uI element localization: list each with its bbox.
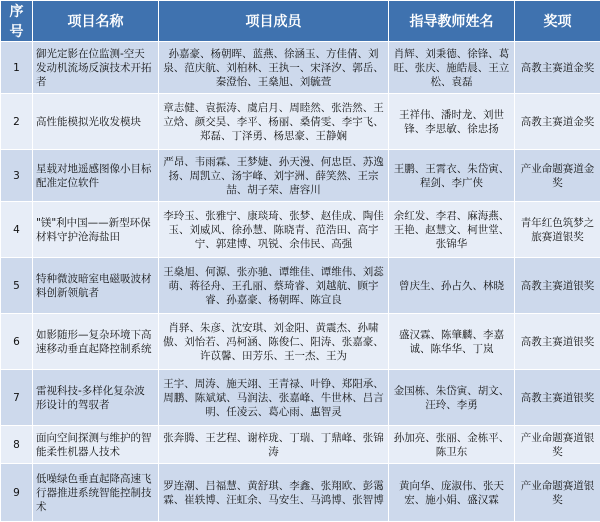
project-members: 罗连潮、吕福慧、黄舒琪、李鑫、张翔欧、彭霭霖、崔轶博、汪虹余、马安生、马鸿博、张智博 [159,464,389,522]
table-row [1,464,600,522]
table-row [1,426,600,464]
advisor-names: 王祥伟、潘时龙、刘世锋、李思敏、徐忠扬 [389,94,515,150]
project-name: 面向空间探测与维护的智能柔性机器人技术 [33,426,159,464]
row-number: 3 [1,150,33,202]
row-number: 8 [1,426,33,464]
project-members: 严昂、韦雨霖、王梦婕、孙天漫、何忠臣、苏逸扬、周凯立、汤宇峰、刘宇洲、薛笑然、王宗喆、胡子荣、唐容川 [159,150,389,202]
project-members: 章志健、袁振涛、虞启月、周睦然、张浩然、王立焓、颜交昊、李平、杨丽、桑倩雯、李宇飞、郑磊、丁泽勇、杨思豪、王静娴 [159,94,389,150]
row-number: 5 [1,258,33,314]
row-number: 1 [1,42,33,94]
project-members: 王宇、周涛、施天翊、王青禄、叶铮、郑阳承、周鹏、陈斌斌、马润法、张嘉峰、牛世林、吕言明、任凌云、葛心雨、惠智灵 [159,370,389,426]
row-number: 9 [1,464,33,522]
row-number: 4 [1,202,33,258]
project-name: 高性能模拟光收发模块 [33,94,159,150]
advisor-names: 黄向华、庞淑伟、张天宏、施小娟、盛汉霖 [389,464,515,522]
header-row [1,1,600,42]
row-number: 2 [1,94,33,150]
award-name: 高教主赛道银奖 [515,314,600,370]
award-name: 高教主赛道银奖 [515,370,600,426]
advisor-names: 余红发、李君、麻海燕、王艳、赵慧文、柯世堂、张锦华 [389,202,515,258]
table-row [1,370,600,426]
advisor-names: 金国栋、朱岱寅、胡文、汪玲、李勇 [389,370,515,426]
award-name: 高教主赛道银奖 [515,258,600,314]
advisor-names: 肖辉、刘秉德、徐锋、葛旺、张庆、施皓晨、王立松、袁磊 [389,42,515,94]
row-number: 6 [1,314,33,370]
row-number: 7 [1,370,33,426]
header-num: 序号 [1,1,33,42]
advisor-names: 曾庆生、孙占久、林晓 [389,258,515,314]
project-name: "镁"利中国——新型环保材料守护沧海盐田 [33,202,159,258]
award-name: 高教主赛道金奖 [515,94,600,150]
project-members: 孙嘉豪、杨朝晖、蓝燕、徐涵玉、方佳倩、刘泉、范庆航、刘柏林、王执一、宋泽汐、郭岳、秦澄怡、王燊旭、刘毓萱 [159,42,389,94]
award-name: 产业命题赛道金奖 [515,150,600,202]
header-award: 奖项 [515,1,600,42]
project-name: 如影随形—复杂环境下高速移动垂直起降控制系统 [33,314,159,370]
table-row [1,258,600,314]
advisor-names: 王鹏、王霄衣、朱岱寅、程剑、李广侠 [389,150,515,202]
award-name: 青年红色筑梦之旅赛道银奖 [515,202,600,258]
project-members: 肖驿、朱彦、沈安琪、刘金阳、黄震杰、孙啸傲、刘怡若、冯柯涵、陈俊仁、阳涛、张嘉豪、许苡馨、田芳乐、王一杰、王为 [159,314,389,370]
advisor-names: 孙加亮、张丽、金栋平、陈卫东 [389,426,515,464]
header-project: 项目名称 [33,1,159,42]
award-name: 产业命题赛道银奖 [515,464,600,522]
table-row [1,42,600,94]
project-name: 御光定影在位监测-空天发动机流场反演技术开拓者 [33,42,159,94]
project-name: 低噪绿色垂直起降高速飞行器推进系统智能控制技术 [33,464,159,522]
project-members: 李玲玉、张雅宁、康琰琦、张梦、赵佳成、陶佳玉、刘威风、徐孙慧、陈晓青、范浩田、高宇宁、郭建博、巩锐、余伟民、高强 [159,202,389,258]
project-members: 张奔腾、王艺程、谢梓珑、丁瑞、丁鼎峰、张锦涛 [159,426,389,464]
table-row [1,94,600,150]
project-name: 特种微波暗室电磁吸波材料创新领航者 [33,258,159,314]
header-teachers: 指导教师姓名 [389,1,515,42]
award-name: 高教主赛道金奖 [515,42,600,94]
project-members: 王燊旭、何源、张亦驰、谭维佳、谭维伟、刘蕊萌、蒋径舟、王孔丽、蔡琦睿、刘越航、顾宇睿、孙嘉豪、杨朝晖、陈宣良 [159,258,389,314]
table-row [1,150,600,202]
project-name: 星载对地遥感图像小目标配准定位软件 [33,150,159,202]
award-name: 产业命题赛道银奖 [515,426,600,464]
project-name: 雷视科技-多样化复杂波形设计的驾驭者 [33,370,159,426]
table-row [1,314,600,370]
table-row [1,202,600,258]
header-members: 项目成员 [159,1,389,42]
advisor-names: 盛汉霖、陈肇麟、李嘉诚、陈华华、丁岚 [389,314,515,370]
